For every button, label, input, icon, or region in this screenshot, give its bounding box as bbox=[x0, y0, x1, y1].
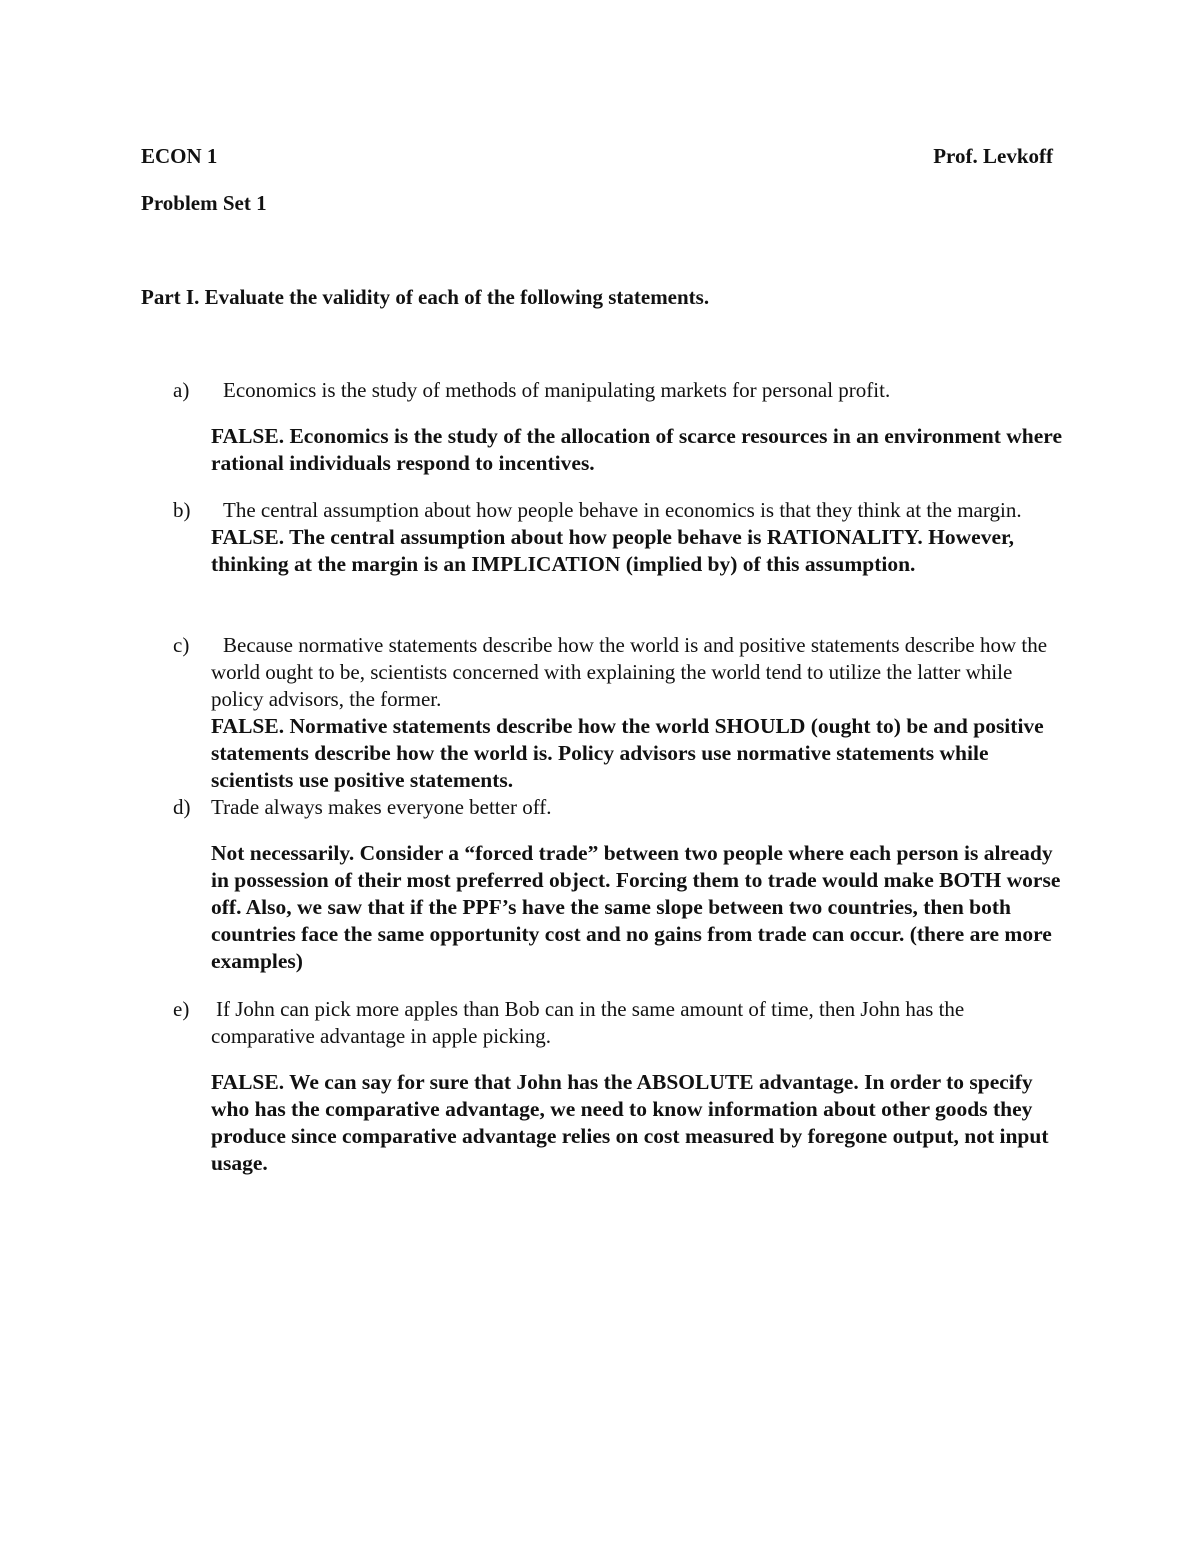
question-body bbox=[211, 996, 1063, 1177]
question-item-a bbox=[173, 377, 1063, 477]
answer-text: Not necessarily. Consider a “forced trade” between two people where each person is already in possession of their most preferred object. Forcing them to trade would make BOTH worse off. Also, we saw that if the PPF’s have the same slope between two countries, then both countries face the same opportunity cost and no gains from trade can occur. (there are more examples) bbox=[211, 841, 1061, 973]
question-label: d) bbox=[173, 795, 191, 819]
answer-text: FALSE. We can say for sure that John has the ABSOLUTE advantage. In order to specify who has the comparative advantage, we need to know information about other goods they produce since comparative advantage relies on cost measured by foregone output, not input usage. bbox=[211, 1070, 1049, 1175]
answer-text: FALSE. The central assumption about how people behave is RATIONALITY. However, thinking at the margin is an IMPLICATION (implied by) of this assumption. bbox=[211, 525, 1014, 576]
question-body bbox=[211, 794, 1063, 975]
question-item-e bbox=[173, 996, 1063, 1177]
question-label: a) bbox=[173, 378, 190, 402]
question-statement: The central assumption about how people behave in economics is that they think at the margin. bbox=[223, 498, 1022, 522]
course-code: ECON 1 bbox=[141, 144, 218, 168]
question-item-c bbox=[173, 632, 1063, 794]
question-body bbox=[211, 377, 1063, 477]
question-statement: Because normative statements describe how the world is and positive statements describe how the world ought to be, scientists concerned with explaining the world tend to utilize the latter while policy advisors, the former. bbox=[211, 633, 1048, 711]
problem-set-title: Problem Set 1 bbox=[141, 191, 267, 215]
question-item-b bbox=[173, 497, 1063, 578]
question-label: c) bbox=[173, 633, 190, 657]
question-label: b) bbox=[173, 498, 191, 522]
question-body bbox=[211, 497, 1063, 578]
part-heading: Part I. Evaluate the validity of each of the following statements. bbox=[141, 285, 710, 309]
question-item-d bbox=[173, 794, 1063, 975]
question-statement: Trade always makes everyone better off. bbox=[211, 795, 552, 819]
answer-text: FALSE. Normative statements describe how the world SHOULD (ought to) be and positive statements describe how the world is. Policy advisors use normative statements while scientists use positive statements. bbox=[211, 714, 1044, 792]
question-label: e) bbox=[173, 997, 190, 1021]
answer-text: FALSE. Economics is the study of the allocation of scarce resources in an environment where rational individuals respond to incentives. bbox=[211, 424, 1063, 475]
question-statement: Economics is the study of methods of manipulating markets for personal profit. bbox=[223, 378, 891, 402]
question-statement: If John can pick more apples than Bob can in the same amount of time, then John has the comparative advantage in apple picking. bbox=[211, 997, 965, 1048]
question-body bbox=[211, 632, 1063, 794]
professor-name: Prof. Levkoff bbox=[933, 144, 1053, 168]
